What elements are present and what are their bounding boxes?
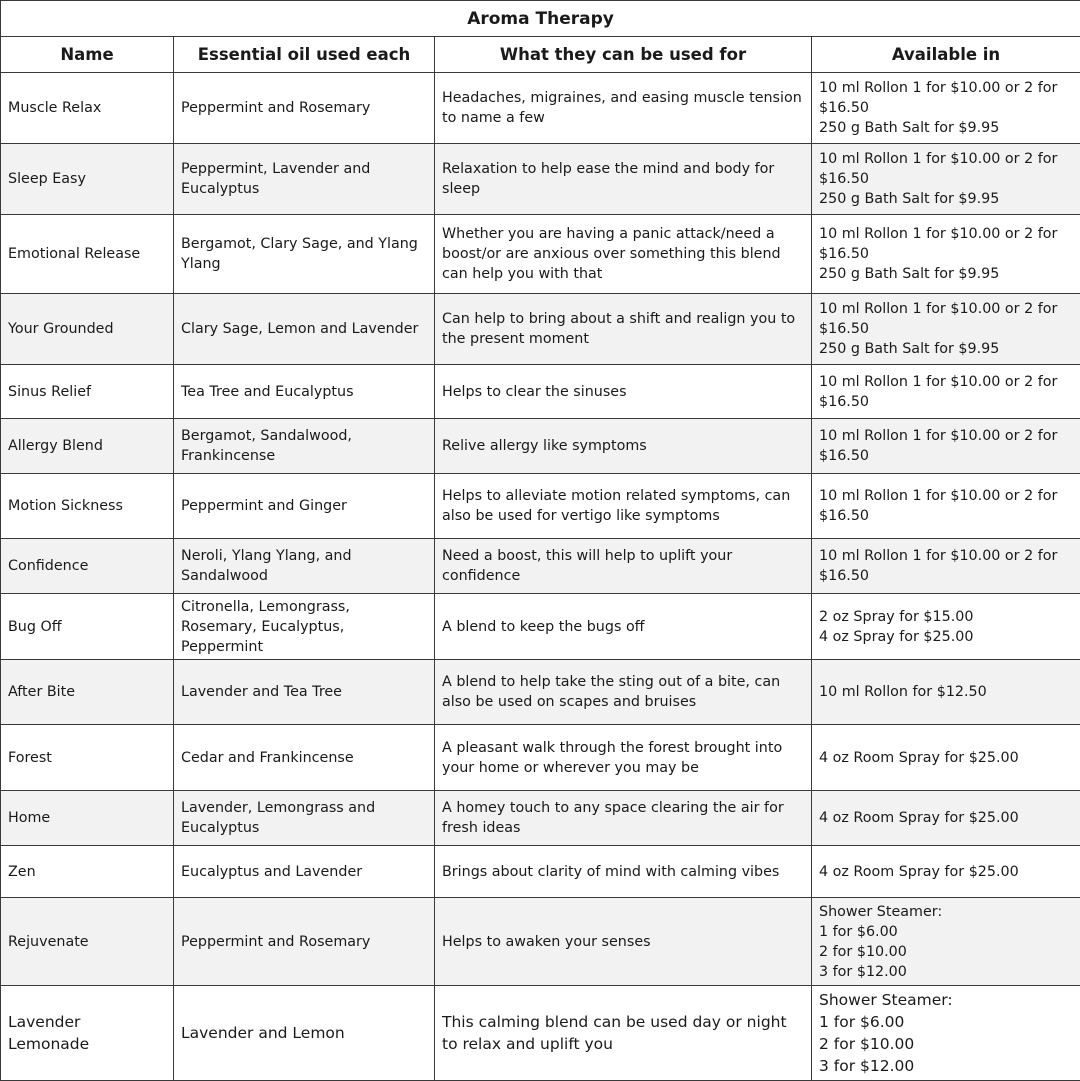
- cell-oils: Lavender and Lemon: [174, 986, 435, 1081]
- table-title: Aroma Therapy: [1, 1, 1080, 37]
- cell-available: 10 ml Rollon 1 for $10.00 or 2 for $16.50: [812, 419, 1080, 474]
- table-row: [1, 419, 1080, 474]
- table-row: [1, 660, 1080, 725]
- cell-oils: Bergamot, Sandalwood, Frankincense: [174, 419, 435, 474]
- cell-name: After Bite: [1, 660, 174, 725]
- cell-uses: Headaches, migraines, and easing muscle tension to name a few: [435, 73, 812, 144]
- cell-name: Rejuvenate: [1, 898, 174, 986]
- cell-available: 4 oz Room Spray for $25.00: [812, 846, 1080, 898]
- cell-available: 10 ml Rollon 1 for $10.00 or 2 for $16.50: [812, 474, 1080, 539]
- cell-name: Emotional Release: [1, 215, 174, 294]
- cell-uses: A homey touch to any space clearing the air for fresh ideas: [435, 791, 812, 846]
- table-row: [1, 144, 1080, 215]
- cell-available: Shower Steamer: 1 for $6.00 2 for $10.00 3 for $12.00: [812, 898, 1080, 986]
- cell-available: 10 ml Rollon 1 for $10.00 or 2 for $16.50: [812, 539, 1080, 594]
- title-row: [1, 1, 1080, 37]
- cell-name: Forest: [1, 725, 174, 791]
- cell-oils: Peppermint and Ginger: [174, 474, 435, 539]
- cell-oils: Eucalyptus and Lavender: [174, 846, 435, 898]
- cell-oils: Lavender, Lemongrass and Eucalyptus: [174, 791, 435, 846]
- cell-uses: A blend to keep the bugs off: [435, 594, 812, 660]
- cell-available: 10 ml Rollon 1 for $10.00 or 2 for $16.50 250 g Bath Salt for $9.95: [812, 144, 1080, 215]
- header-uses: What they can be used for: [435, 37, 812, 73]
- cell-name: Motion Sickness: [1, 474, 174, 539]
- cell-oils: Clary Sage, Lemon and Lavender: [174, 294, 435, 365]
- cell-available: 10 ml Rollon for $12.50: [812, 660, 1080, 725]
- table-row: [1, 986, 1080, 1081]
- cell-uses: Relaxation to help ease the mind and body for sleep: [435, 144, 812, 215]
- cell-name: Muscle Relax: [1, 73, 174, 144]
- cell-oils: Cedar and Frankincense: [174, 725, 435, 791]
- table-row: [1, 725, 1080, 791]
- table-row: [1, 898, 1080, 986]
- cell-oils: Citronella, Lemongrass, Rosemary, Eucalyptus, Peppermint: [174, 594, 435, 660]
- cell-uses: Helps to alleviate motion related symptoms, can also be used for vertigo like symptoms: [435, 474, 812, 539]
- cell-name: Sleep Easy: [1, 144, 174, 215]
- cell-name: Zen: [1, 846, 174, 898]
- cell-oils: Peppermint, Lavender and Eucalyptus: [174, 144, 435, 215]
- cell-oils: Bergamot, Clary Sage, and Ylang Ylang: [174, 215, 435, 294]
- cell-name: Allergy Blend: [1, 419, 174, 474]
- header-available: Available in: [812, 37, 1080, 73]
- cell-uses: A pleasant walk through the forest brought into your home or wherever you may be: [435, 725, 812, 791]
- cell-available: 10 ml Rollon 1 for $10.00 or 2 for $16.50: [812, 365, 1080, 419]
- table-row: [1, 846, 1080, 898]
- table-row: [1, 365, 1080, 419]
- cell-uses: Helps to awaken your senses: [435, 898, 812, 986]
- table-row: [1, 791, 1080, 846]
- header-oils: Essential oil used each: [174, 37, 435, 73]
- cell-oils: Peppermint and Rosemary: [174, 73, 435, 144]
- cell-available: Shower Steamer: 1 for $6.00 2 for $10.00 3 for $12.00: [812, 986, 1080, 1081]
- cell-name: Lavender Lemonade: [1, 986, 174, 1081]
- cell-uses: Need a boost, this will help to uplift your confidence: [435, 539, 812, 594]
- cell-uses: Helps to clear the sinuses: [435, 365, 812, 419]
- cell-uses: Relive allergy like symptoms: [435, 419, 812, 474]
- cell-uses: Whether you are having a panic attack/need a boost/or are anxious over something this blend can help you with that: [435, 215, 812, 294]
- table-row: [1, 73, 1080, 144]
- cell-available: 10 ml Rollon 1 for $10.00 or 2 for $16.50 250 g Bath Salt for $9.95: [812, 215, 1080, 294]
- table-row: [1, 474, 1080, 539]
- cell-name: Sinus Relief: [1, 365, 174, 419]
- table-row: [1, 594, 1080, 660]
- cell-uses: Brings about clarity of mind with calming vibes: [435, 846, 812, 898]
- cell-name: Bug Off: [1, 594, 174, 660]
- cell-available: 10 ml Rollon 1 for $10.00 or 2 for $16.50 250 g Bath Salt for $9.95: [812, 73, 1080, 144]
- header-row: [1, 37, 1080, 73]
- cell-available: 2 oz Spray for $15.00 4 oz Spray for $25.00: [812, 594, 1080, 660]
- table-row: [1, 294, 1080, 365]
- cell-oils: Lavender and Tea Tree: [174, 660, 435, 725]
- cell-uses: This calming blend can be used day or night to relax and uplift you: [435, 986, 812, 1081]
- cell-available: 4 oz Room Spray for $25.00: [812, 725, 1080, 791]
- cell-oils: Peppermint and Rosemary: [174, 898, 435, 986]
- cell-name: Home: [1, 791, 174, 846]
- header-name: Name: [1, 37, 174, 73]
- table-body: [1, 73, 1080, 1081]
- table-row: [1, 215, 1080, 294]
- cell-oils: Neroli, Ylang Ylang, and Sandalwood: [174, 539, 435, 594]
- cell-name: Confidence: [1, 539, 174, 594]
- cell-available: 4 oz Room Spray for $25.00: [812, 791, 1080, 846]
- cell-oils: Tea Tree and Eucalyptus: [174, 365, 435, 419]
- cell-uses: Can help to bring about a shift and realign you to the present moment: [435, 294, 812, 365]
- cell-name: Your Grounded: [1, 294, 174, 365]
- cell-uses: A blend to help take the sting out of a bite, can also be used on scapes and bruises: [435, 660, 812, 725]
- cell-available: 10 ml Rollon 1 for $10.00 or 2 for $16.50 250 g Bath Salt for $9.95: [812, 294, 1080, 365]
- table-row: [1, 539, 1080, 594]
